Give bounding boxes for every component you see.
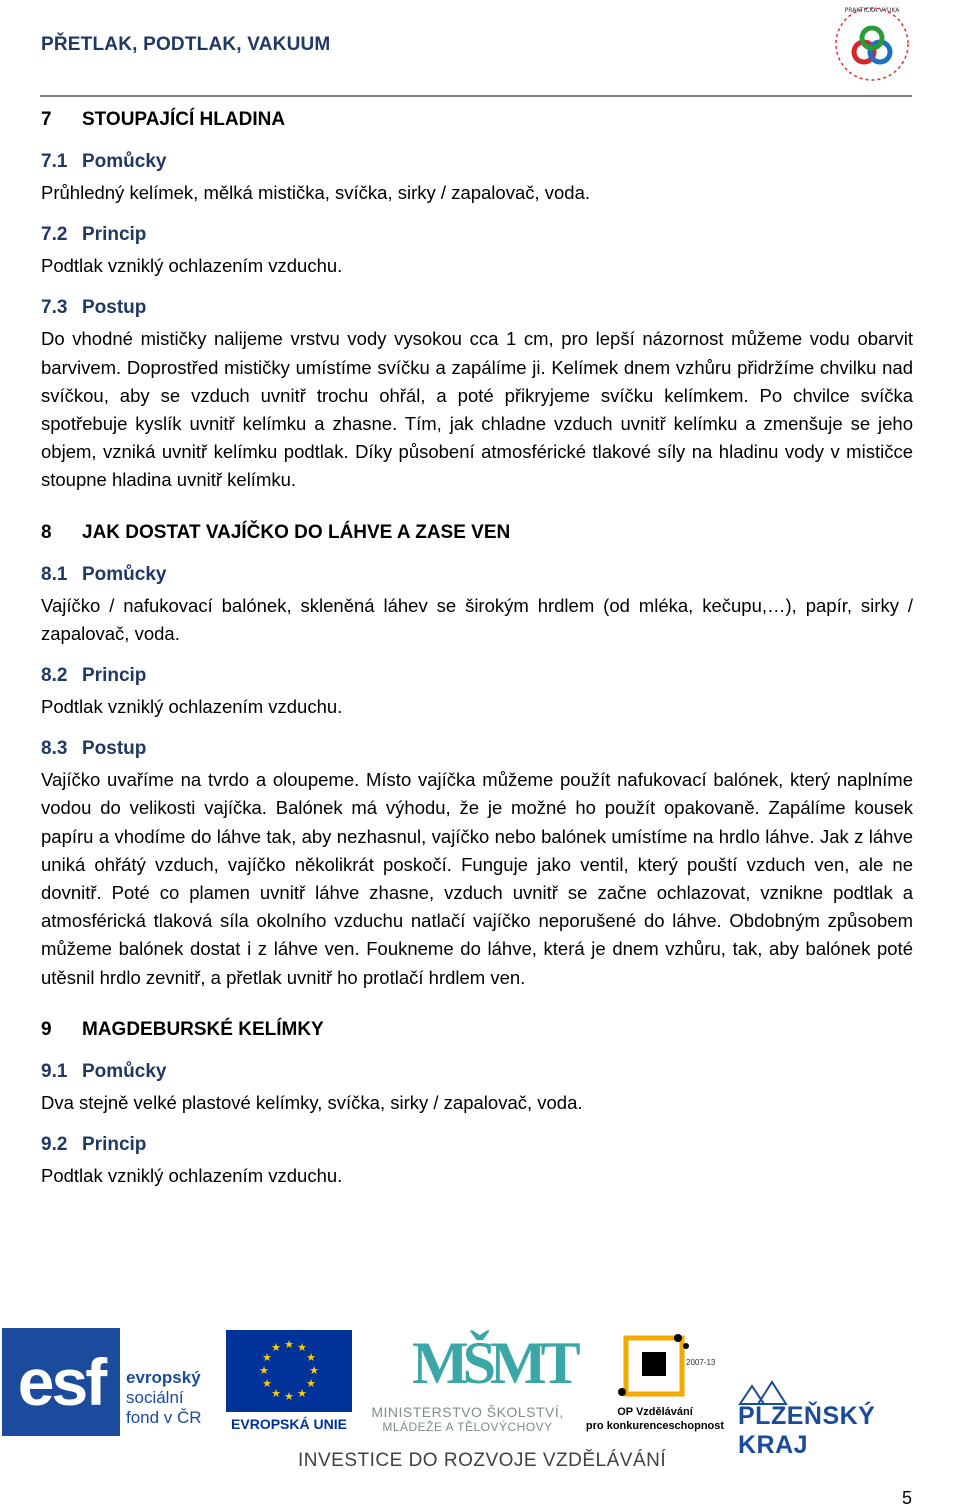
esf-logo (2, 1328, 217, 1436)
plzensky-kraj-logo (738, 1380, 948, 1459)
svg-text:★: ★ (309, 1364, 319, 1377)
msmt-monogram: MŠMT (412, 1330, 575, 1396)
svg-text:★: ★ (284, 1338, 294, 1351)
subheading-7-2: 7.2 Princip (41, 224, 147, 246)
paragraph-7-1: Průhledný kelímek, mělká mistička, svíčka, sirky / zapalovač, voda. (41, 182, 591, 203)
paragraph-7-2: Podtlak vzniklý ochlazením vzduchu. (41, 255, 343, 277)
paragraph-8-2: Podtlak vzniklý ochlazením vzduchu. (41, 696, 343, 718)
svg-text:★: ★ (271, 1341, 281, 1354)
document-body (41, 102, 913, 1190)
op-vzdelavani-logo (582, 1328, 728, 1438)
header-divider (40, 95, 912, 97)
kraj-label: PLZEŇSKÝ KRAJ (738, 1402, 876, 1459)
funding-footer (0, 1320, 960, 1470)
msmt-line-1: MINISTERSTVO ŠKOLSTVÍ, (371, 1404, 564, 1420)
subheading-9-2: 9.2 Princip (41, 1134, 147, 1156)
paragraph-9-1: Dva stejně velké plastové kelímky, svíčka, sirky / zapalovač, voda. (41, 1091, 583, 1113)
investice-slogan: INVESTICE DO ROZVOJE VZDĚLÁVÁNÍ (298, 1450, 667, 1471)
op-years: 2007-13 (686, 1358, 716, 1367)
op-line-1: OP Vzdělávání (617, 1406, 693, 1418)
msmt-logo (360, 1328, 575, 1438)
page-number: 5 (901, 1488, 912, 1508)
document-title: PŘETLAK, PODTLAK, VAKUUM (41, 34, 331, 55)
subheading-7-3: 7.3 Postup (41, 297, 147, 319)
praktická-výuka-logo (830, 0, 914, 90)
subheading-8-3: 8.3 Postup (41, 738, 147, 760)
paragraph-8-3: Vajíčko uvaříme na tvrdo a oloupeme. Místo vajíčka můžeme použít nafukovací balónek, který naplníme vodou do velikosti vajíčka. Balónek má výhodu, že je možné ho použít opakovaně. Zapálíme kousek papíru a vhodíme do láhve tak, aby nezhasnul, vajíčko nebo balónek umístíme na hrdlo láhve. Jak z láhve uniká ohřátý vzduch, vajíčko několikrát poskočí. Funguje jako ventil, který pouští vzduch ven, ale ne dovnitř. Poté co plamen uvnitř láhve zhasne, vzduch uvnitř se začne ochlazovat, vznikne podtlak a atmosférická tlaková síla okolního vzduchu natlačí vajíčko neporušené do láhve. Obdobným způsobem můžeme balónek dostat i z láhve ven. Foukneme do láhve, která je dnem vzhůru, tak, aby balónek poté utěsnil hrdlo zevnitř, a přetlak uvnitř ho protlačí hrdlem ven. (41, 769, 913, 988)
subheading-8-2: 8.2 Princip (41, 665, 147, 687)
svg-text:★: ★ (297, 1341, 307, 1354)
esf-mark: esf (2, 1328, 120, 1436)
svg-text:★: ★ (306, 1377, 316, 1390)
svg-text:★: ★ (297, 1387, 307, 1400)
heading-section-7: 7 STOUPAJÍCÍ HLADINA (41, 109, 286, 130)
paragraph-9-2: Podtlak vzniklý ochlazením vzduchu. (41, 1165, 343, 1187)
svg-text:★: ★ (262, 1377, 272, 1390)
paragraph-8-1: Vajíčko / nafukovací balónek, skleněná láhev se širokým hrdlem (od mléka, kečupu,…), papír, sirky / zapalovač, voda. (41, 594, 913, 644)
subheading-7-1: 7.1 Pomůcky (41, 151, 167, 172)
heading-section-9: 9 MAGDEBURSKÉ KELÍMKY (41, 1018, 324, 1040)
svg-text:★: ★ (262, 1351, 272, 1364)
paragraph-7-3: Do vhodné mističky nalijeme vrstvu vody vysokou cca 1 cm, pro lepší názornost můžeme vodu obarvit barvivem. Doprostřed mističky umístíme svíčku a zapálíme ji. Kelímek dnem vzhůru přidržíme chvilku nad svíčkou, aby se vzduch uvnitř trochu ohřál, a poté přikryjeme svíčku kelímkem. Po chvilce svíčka spotřebuje kyslík uvnitř kelímku a zhasne. Tím, jak chladne vzduch uvnitř kelímku a zmenšuje se jeho objem, vzniká uvnitř kelímku podtlak. Díky působení atmosférické tlakové síly na hladinu vody v mističce stoupne hladina uvnitř kelímku. (41, 328, 913, 491)
svg-text:★: ★ (259, 1364, 269, 1377)
svg-text:★: ★ (306, 1351, 316, 1364)
esf-line-1: evropský (126, 1368, 201, 1387)
subheading-8-1: 8.1 Pomůcky (41, 563, 167, 585)
svg-text:★: ★ (271, 1387, 281, 1400)
esf-line-3: fond v ČR (126, 1408, 202, 1427)
eu-flag (226, 1330, 352, 1412)
svg-text:★: ★ (284, 1390, 294, 1403)
eu-label: EVROPSKÁ UNIE (231, 1416, 347, 1432)
esf-line-2: sociální (126, 1388, 184, 1407)
subheading-9-1: 9.1 Pomůcky (41, 1060, 167, 1082)
heading-section-8: 8 JAK DOSTAT VAJÍČKO DO LÁHVE A ZASE VEN (41, 521, 511, 543)
msmt-line-2: MLÁDEŽE A TĚLOVÝCHOVY (382, 1420, 553, 1434)
eu-logo (226, 1330, 352, 1436)
svg-text:PRAKTICKÁ VÝUKA: PRAKTICKÁ VÝUKA (844, 7, 900, 14)
page-header (0, 0, 960, 100)
op-line-2: pro konkurenceschopnost (585, 1420, 725, 1432)
